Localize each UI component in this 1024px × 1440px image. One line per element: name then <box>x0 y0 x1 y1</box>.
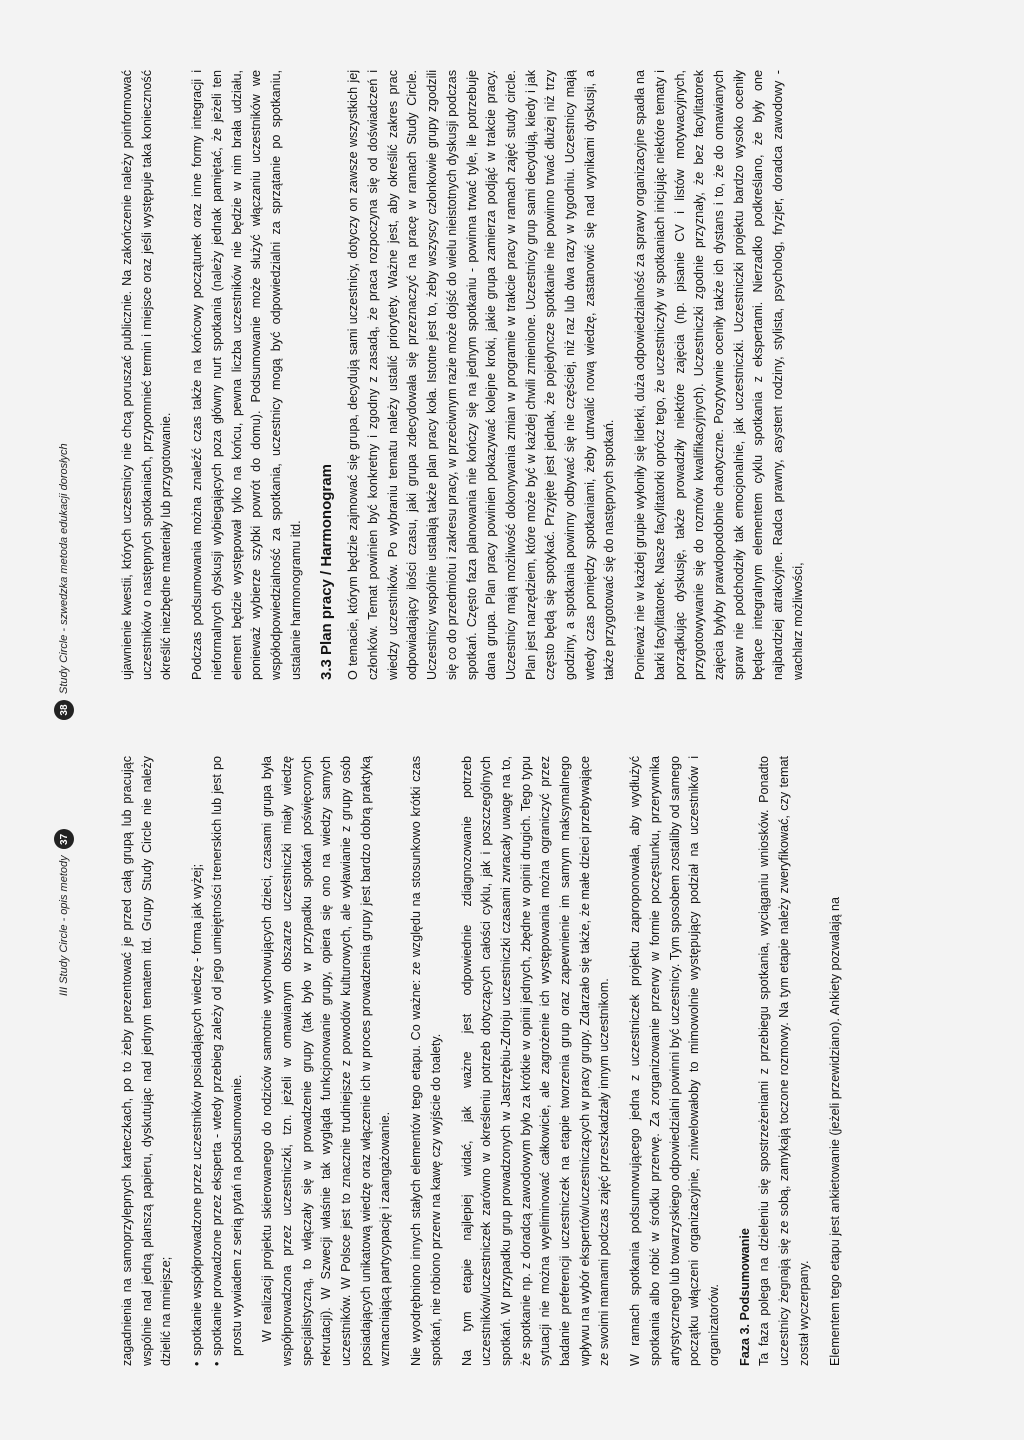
page-left <box>118 756 998 1366</box>
paragraph: Ta faza polega na dzieleniu się spostrzeżeniami z przebiegu spotkania, wyciąganiu wniosków. Ponadto uczestnicy żegnają się ze sobą, zamykają toczone rozmowy. Na tym etapie należy zweryfikować, czy temat został wyczerpany. <box>757 756 811 1366</box>
running-header-left <box>54 829 74 996</box>
running-header-right-text: Study Circle - szwedzka metoda edukacji dorosłych <box>58 443 70 694</box>
page-number-37: 37 <box>54 829 74 849</box>
running-header-left-text: III Study Circle - opis metody <box>58 855 70 996</box>
section-heading-3-3: 3.3 Plan pracy / Harmonogram <box>318 464 336 680</box>
paragraph: Podczas podsumowania można znaleźć czas także na końcowy początunek oraz inne formy integracji i nieformalnych dyskusji wybiegających poza główny nurt spotkania (należy jednak pamiętać, że jeżeli ten element będzie występował tylko na końcu, pewna liczba uczestników nie będzie w nim brała udziału, ponieważ wybierze szybki powrót do domu). Podsumowanie może służyć włączaniu uczestników we współodpowiedzialność za spotkania, uczestnicy mogą być odpowiedzialni za sprzątanie po spotkaniu, ustalanie harmonogramu itd. <box>190 70 303 680</box>
page-right <box>118 70 998 680</box>
page-number-38: 38 <box>54 700 74 720</box>
paragraph: W realizacji projektu skierowanego do rodziców samotnie wychowujących dzieci, czasami grupa była współprowadzona przez uczestniczki, tzn. jeżeli w omawianym obszarze uczestniczki miały wiedzę specjalistyczną, to włączały się w prowadzenie grupy (tak było w przypadku spotkań poświęconych rekrutacji). W Szwecji właśnie tak wygląda funkcjonowanie grupy, opiera się ono na wiedzy samych uczestników. W Polsce jest to znacznie trudniejsze z powodów kulturowych, ale wyławianie z grupy osób posiadających unikatową wiedzę oraz włączenie ich w proces prowadzenia grupy jest bardzo dobrą praktyką wzmacniającą partycypację i zaangażowanie. <box>260 756 393 1366</box>
paragraph: Na tym etapie najlepiej widać, jak ważne jest odpowiednie zdiagnozowanie potrzeb uczestników/uczestniczek zarówno w określeniu potrzeb dotyczących całości cyklu, jak i poszczególnych spotkań. W przypadku grup prowadzonych w Jastrzębiu-Zdroju uczestniczki czasami zwracały uwagę na to, że spotkanie np. z doradcą zawodowym było za krótkie w opinii jednych, zbędne w opinii drugich. Tego typu sytuacji nie można wyeliminować całkowicie, ale zagrożenie ich występowania można ograniczyć przez badanie preferencji uczestniczek na etapie tworzenia grup oraz zapewnienie im samym maksymalnego wpływu na wybór ekspertów/uczestniczących w pracy grupy. Zdarzało się także, że małe dzieci przebywające ze swoimi mamami podczas zajęć przeszkadzały innym uczestnikom. <box>459 756 612 1366</box>
paragraph: zagadnienia na samoprzylepnych karteczkach, po to żeby prezentować je przed całą grupą lub pracując wspólnie nad jedną planszą papieru, dyskutując nad jednym tematem itd. Grupy Study Circle nie należy dzielić na mniejsze; <box>120 756 174 1366</box>
running-header-right <box>54 443 74 720</box>
bullet-item: • spotkanie prowadzone przez eksperta - wtedy przebieg zależy od jego umiejętności trenerskich lub jest po prostu wywiadem z serią pytań na podsumowanie. <box>208 756 247 1366</box>
paragraph: O temacie, którym będzie zajmować się grupa, decydują sami uczestnicy, dotyczy on zawsze wszystkich jej członków. Temat powinien być konkretny i zgodny z zasadą, że praca rozpoczyna się od doświadczeń i wiedzy uczestników. Po wybraniu tematu należy ustalić priorytety. Ważne jest, aby określić zakres prac odpowiadający ilości czasu, jaki grupa zdecydowała się przeznaczyć na pracę w ramach Study Circle. Uczestnicy wspólnie ustalają także plan pracy koła. Istotne jest to, żeby wszyscy członkowie grupy zgodzili się co do przedmiotu i zakresu pracy, w przeciwnym razie może dojść do wielu nieistotnych dyskusji podczas spotkań. Często faza planowania nie kończy się na jednym spotkaniu - powinna trwać tyle, ile potrzebuje dana grupa. Plan pracy powinien pokazywać kolejne kroki, jakie grupa zamierza podjąć w trakcie pracy. Uczestnicy mają możliwość dokonywania zmian w programie w trakcie pracy w ramach zajęć study circle. Plan jest narzędziem, które może być w każdej chwili zmienione. Uczestnicy grup sami decydują, kiedy i jak często będą się spotykać. Przyjęte jest jednak, że pojedyncze spotkanie nie powinno trwać dłużej niż trzy godziny, a spotkania powinny odbywać się nie częściej, niż raz lub dwa razy w tygodniu. Uczestnicy mają wtedy czas pomiędzy spotkaniami, żeby utrwalić nową wiedzę, zastanowić się nad wynikami dyskusji, a także przygotować się do następnych spotkań. <box>346 70 617 680</box>
bullet-item: • spotkanie współprowadzone przez uczestników posiadających wiedzę - forma jak wyżej; <box>188 756 208 1366</box>
paragraph: ujawnienie kwestii, których uczestnicy nie chcą poruszać publicznie. Na zakończenie należy poinformować uczestników o następnych spotkaniach, przypomnieć termin i miejsce oraz jeśli występuje taka konieczność określić niezbędne materiały lub przygotowanie. <box>120 70 174 680</box>
paragraph: Elementem tego etapu jest ankietowanie (jeżeli przewidziano). Ankiety pozwalają na <box>827 896 842 1366</box>
bullet-list <box>188 756 247 1366</box>
section-heading-faza-3: Faza 3. Podsumowanie <box>737 1228 752 1366</box>
paragraph: Nie wyodrębniono innych stałych elementów tego etapu. Co ważne: ze względu na stosunkowo krótki czas spotkań, nie robiono przerw na kawę czy wyjście do toalety. <box>409 756 443 1366</box>
paragraph: W ramach spotkania podsumowującego jedna z uczestniczek projektu zaproponowała, aby wydłużyć spotkania albo robić w środku przerwę. Za zorganizowanie przerwy w formie poczęstunku, przerywnika artystycznego lub towarzyskiego odpowiedzialni powinni być uczestnicy. Tym sposobem zostaliby od samego początku włączeni organizacyjnie, zniwelowałoby to mimowolnie występujący podział na uczestników i organizatorów. <box>628 756 721 1366</box>
paragraph: Ponieważ nie w każdej grupie wyłoniły się liderki, duża odpowiedzialność za sprawy organizacyjne spadła na barki facylitatorek. Nasze facylitatorki oprócz tego, że uczestniczyły w spotkaniach inicjując niektóre tematy i porządkując dyskusję, także prowadziły niektóre zajęcia (np. pisanie CV i listów motywacyjnych, przygotowywanie się do rozmów kwalifikacyjnych). Uczestniczki zgodnie przyznały, że bez facylitatorek zajęcia byłyby prawdopodobnie chaotyczne. Pozytywnie oceniły także ich dystans i to, że do omawianych spraw nie podchodziły tak emocjonalnie, jak uczestniczki. Uczestniczki projektu bardzo wysoko oceniły będące integralnym elementem cyklu spotkania z ekspertami. Nierzadko podkreślano, że były one najbardziej atrakcyjne. Radca prawny, asystent rodziny, stylista, psycholog, fryzjer, doradca zawodowy - wachlarz możliwości, <box>633 70 805 680</box>
